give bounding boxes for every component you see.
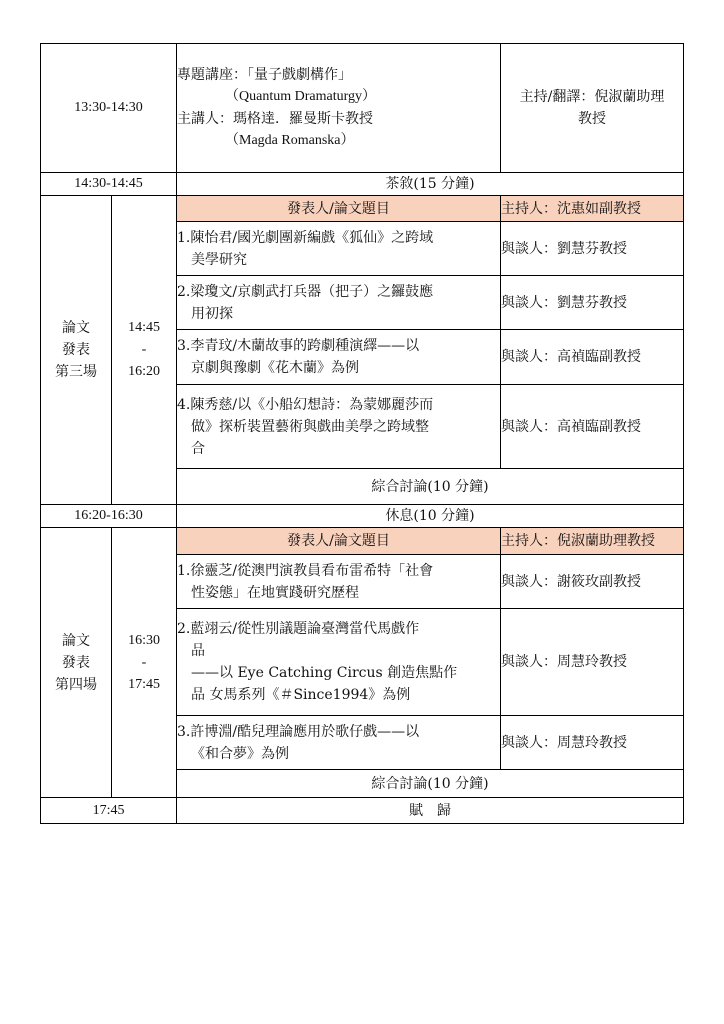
session3-header: 發表人/論文題目 bbox=[177, 196, 501, 222]
session4-discussant-3: 與談人：周慧玲教授 bbox=[501, 716, 684, 770]
session4-header: 發表人/論文題目 bbox=[177, 528, 501, 555]
closing-row bbox=[41, 798, 684, 824]
session3-paper-3: 3.李青玟/木蘭故事的跨劇種演繹——以 京劇與豫劇《花木蘭》為例 bbox=[177, 330, 501, 385]
lecture-speaker: 主講人：瑪格達．羅曼斯卡教授 bbox=[177, 111, 374, 127]
session3-paper-2: 2.梁瓊文/京劇武打兵器（把子）之鑼鼓應 用初探 bbox=[177, 276, 501, 330]
closing-label: 賦 歸 bbox=[177, 798, 684, 824]
session4-paper-1: 1.徐靈芝/從澳門演教員看布雷希特「社會 性姿態」在地實踐研究歷程 bbox=[177, 555, 501, 609]
session3-paper-1: 1.陳怡君/國光劇團新編戲《狐仙》之跨域 美學研究 bbox=[177, 222, 501, 276]
session4-header-row bbox=[41, 528, 684, 555]
lecture-title-en: （Quantum Dramaturgy） bbox=[225, 89, 377, 104]
tea-row bbox=[41, 173, 684, 196]
session3-discussant-2: 與談人：劉慧芬教授 bbox=[501, 276, 684, 330]
session3-discussant-1: 與談人：劉慧芬教授 bbox=[501, 222, 684, 276]
break-row bbox=[41, 505, 684, 528]
session4-discussion: 綜合討論(10 分鐘) bbox=[177, 770, 684, 798]
session4-time: 16:30 - 17:45 bbox=[112, 528, 177, 798]
session3-discussant-4: 與談人：高禎臨副教授 bbox=[501, 385, 684, 469]
lecture-speaker-en: （Magda Romanska） bbox=[225, 133, 355, 148]
session3-moderator: 主持人：沈惠如副教授 bbox=[501, 196, 684, 222]
session3-time: 14:45 - 16:20 bbox=[112, 196, 177, 505]
lecture-moderator: 主持/翻譯：倪淑蘭助理 教授 bbox=[501, 44, 684, 173]
session4-paper-3: 3.許博淵/酷兒理論應用於歌仔戲——以 《和合夢》為例 bbox=[177, 716, 501, 770]
session3-discussion: 綜合討論(10 分鐘) bbox=[177, 469, 684, 505]
break-label: 休息(10 分鐘) bbox=[177, 505, 684, 528]
schedule-table bbox=[40, 43, 684, 824]
tea-time: 14:30-14:45 bbox=[41, 173, 177, 196]
session4-moderator: 主持人：倪淑蘭助理教授 bbox=[501, 528, 684, 555]
closing-time: 17:45 bbox=[41, 798, 177, 824]
lecture-title: 專題講座：「量子戲劇構作」 bbox=[177, 67, 353, 83]
session4-discussant-2: 與談人：周慧玲教授 bbox=[501, 609, 684, 716]
session4-name: 論文 發表 第四場 bbox=[41, 528, 112, 798]
session3-name: 論文 發表 第三場 bbox=[41, 196, 112, 505]
lecture-row bbox=[41, 44, 684, 173]
session3-paper-4: 4.陳秀慈/以《小船幻想詩：為蒙娜麗莎而 做》探析裝置藝術與戲曲美學之跨域整 合 bbox=[177, 385, 501, 469]
session4-paper-2: 2.藍翊云/從性別議題論臺灣當代馬戲作 品 ——以 Eye Catching Circus 創造焦點作 品 女馬系列《＃Since1994》為例 bbox=[177, 609, 501, 716]
lecture-info bbox=[177, 44, 501, 173]
break-time: 16:20-16:30 bbox=[41, 505, 177, 528]
lecture-time: 13:30-14:30 bbox=[41, 44, 177, 173]
session4-discussant-1: 與談人：謝筱玫副教授 bbox=[501, 555, 684, 609]
session3-header-row bbox=[41, 196, 684, 222]
session3-discussant-3: 與談人：高禎臨副教授 bbox=[501, 330, 684, 385]
tea-label: 茶敘(15 分鐘) bbox=[177, 173, 684, 196]
